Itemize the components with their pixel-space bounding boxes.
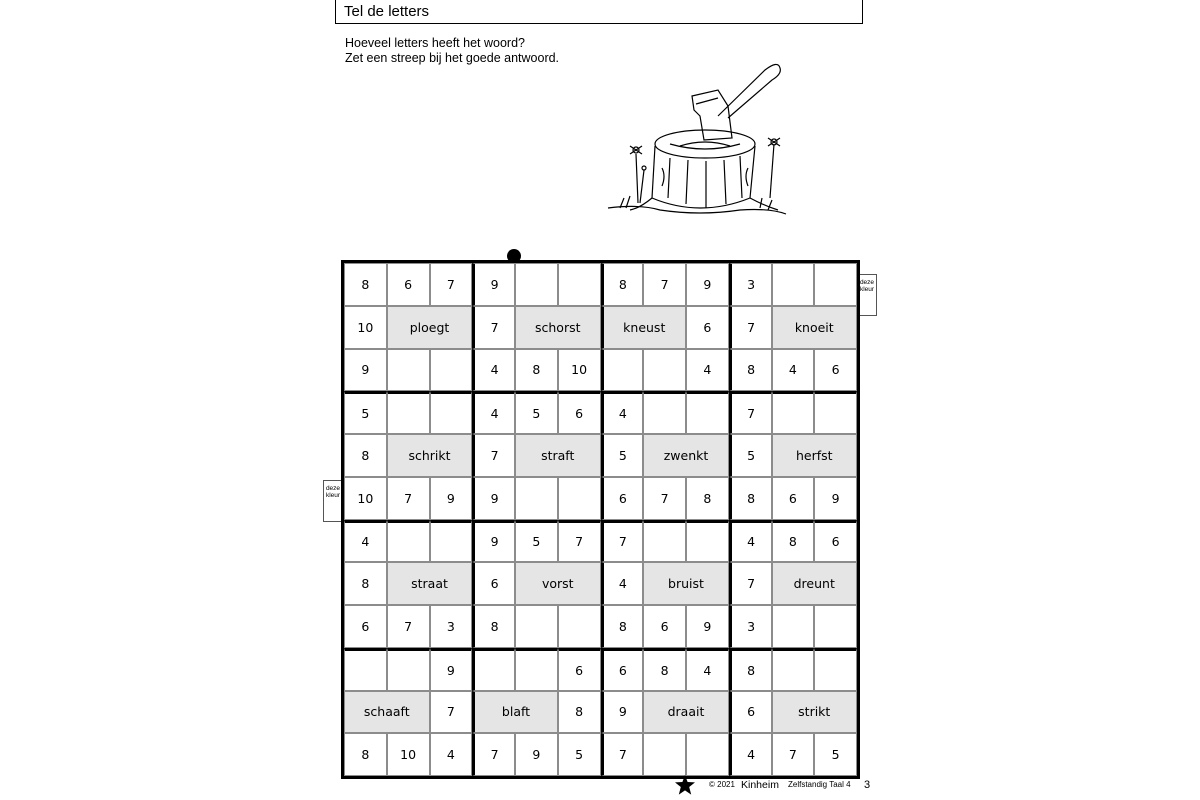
number-cell: 6: [772, 477, 815, 520]
number-cell: 5: [515, 520, 558, 563]
empty-cell: [643, 733, 686, 776]
number-cell: 6: [686, 306, 729, 349]
empty-cell: [387, 349, 430, 392]
empty-cell: [515, 477, 558, 520]
number-cell: 8: [729, 648, 772, 691]
number-cell: 5: [729, 434, 772, 477]
number-cell: 8: [686, 477, 729, 520]
number-cell: 9: [686, 263, 729, 306]
word-cell: draait: [643, 691, 729, 734]
marker-dot: [507, 249, 521, 263]
word-cell: kneust: [601, 306, 687, 349]
number-cell: 9: [472, 520, 515, 563]
number-cell: 5: [558, 733, 601, 776]
number-cell: 4: [472, 349, 515, 392]
number-cell: 6: [814, 349, 857, 392]
number-cell: 7: [430, 263, 473, 306]
title-box: [335, 0, 863, 24]
number-cell: 3: [430, 605, 473, 648]
color-key-left: deze kleur: [323, 480, 343, 522]
number-cell: 7: [601, 733, 644, 776]
empty-cell: [643, 349, 686, 392]
number-cell: 6: [814, 520, 857, 563]
empty-cell: [515, 648, 558, 691]
star-icon: [674, 774, 696, 796]
word-cell: dreunt: [772, 562, 858, 605]
empty-cell: [814, 648, 857, 691]
number-cell: 8: [729, 477, 772, 520]
number-cell: 7: [472, 434, 515, 477]
word-cell: schaaft: [344, 691, 430, 734]
number-cell: 6: [643, 605, 686, 648]
footer-brand: Kinheim: [741, 779, 779, 791]
number-cell: 6: [344, 605, 387, 648]
number-cell: 4: [772, 349, 815, 392]
word-cell: schorst: [515, 306, 601, 349]
number-cell: 7: [472, 306, 515, 349]
empty-cell: [772, 391, 815, 434]
number-cell: 5: [814, 733, 857, 776]
empty-cell: [772, 648, 815, 691]
word-cell: straat: [387, 562, 473, 605]
empty-cell: [814, 391, 857, 434]
number-cell: 9: [515, 733, 558, 776]
sudoku-grid: [344, 263, 857, 776]
empty-cell: [686, 391, 729, 434]
empty-cell: [686, 733, 729, 776]
empty-cell: [430, 349, 473, 392]
number-cell: 4: [686, 648, 729, 691]
number-cell: 8: [344, 733, 387, 776]
empty-cell: [814, 263, 857, 306]
empty-cell: [387, 391, 430, 434]
number-cell: 6: [558, 391, 601, 434]
number-cell: 4: [686, 349, 729, 392]
number-cell: 3: [729, 263, 772, 306]
empty-cell: [814, 605, 857, 648]
number-cell: 7: [387, 477, 430, 520]
number-cell: 6: [472, 562, 515, 605]
footer-series: Zelfstandig Taal 4: [788, 780, 851, 789]
number-cell: 7: [430, 691, 473, 734]
word-cell: strikt: [772, 691, 858, 734]
empty-cell: [643, 520, 686, 563]
number-cell: 10: [558, 349, 601, 392]
number-cell: 8: [772, 520, 815, 563]
empty-cell: [515, 263, 558, 306]
number-cell: 7: [643, 477, 686, 520]
number-cell: 5: [515, 391, 558, 434]
number-cell: 6: [729, 691, 772, 734]
number-cell: 7: [729, 306, 772, 349]
empty-cell: [643, 391, 686, 434]
number-cell: 8: [601, 263, 644, 306]
empty-cell: [430, 520, 473, 563]
axe-in-stump-illustration: [600, 58, 790, 223]
number-cell: 9: [430, 477, 473, 520]
number-cell: 7: [772, 733, 815, 776]
empty-cell: [772, 605, 815, 648]
number-cell: 4: [601, 391, 644, 434]
number-cell: 9: [344, 349, 387, 392]
word-cell: blaft: [472, 691, 558, 734]
number-cell: 5: [601, 434, 644, 477]
number-cell: 8: [515, 349, 558, 392]
number-cell: 4: [601, 562, 644, 605]
word-cell: knoeit: [772, 306, 858, 349]
empty-cell: [387, 648, 430, 691]
number-cell: 4: [729, 733, 772, 776]
number-cell: 8: [643, 648, 686, 691]
number-cell: 9: [472, 477, 515, 520]
empty-cell: [515, 605, 558, 648]
color-key-right: deze kleur: [857, 274, 877, 316]
number-cell: 8: [601, 605, 644, 648]
number-cell: 4: [430, 733, 473, 776]
number-cell: 8: [558, 691, 601, 734]
number-cell: 9: [430, 648, 473, 691]
word-cell: schrikt: [387, 434, 473, 477]
number-cell: 6: [601, 477, 644, 520]
footer-copyright: © 2021: [709, 780, 735, 789]
empty-cell: [430, 391, 473, 434]
number-cell: 7: [387, 605, 430, 648]
number-cell: 4: [729, 520, 772, 563]
empty-cell: [601, 349, 644, 392]
number-cell: 6: [558, 648, 601, 691]
number-cell: 9: [601, 691, 644, 734]
number-cell: 9: [686, 605, 729, 648]
number-cell: 4: [472, 391, 515, 434]
word-cell: vorst: [515, 562, 601, 605]
empty-cell: [558, 477, 601, 520]
number-cell: 8: [344, 434, 387, 477]
word-cell: bruist: [643, 562, 729, 605]
number-cell: 7: [558, 520, 601, 563]
number-cell: 6: [387, 263, 430, 306]
number-cell: 7: [601, 520, 644, 563]
number-cell: 10: [344, 306, 387, 349]
number-cell: 10: [387, 733, 430, 776]
number-cell: 8: [729, 349, 772, 392]
footer-page-number: 3: [864, 779, 871, 791]
empty-cell: [344, 648, 387, 691]
word-cell: zwenkt: [643, 434, 729, 477]
empty-cell: [472, 648, 515, 691]
number-cell: 4: [344, 520, 387, 563]
empty-cell: [558, 263, 601, 306]
word-cell: herfst: [772, 434, 858, 477]
number-cell: 6: [601, 648, 644, 691]
word-cell: ploegt: [387, 306, 473, 349]
number-cell: 8: [472, 605, 515, 648]
number-cell: 8: [344, 562, 387, 605]
number-cell: 7: [472, 733, 515, 776]
number-cell: 3: [729, 605, 772, 648]
number-cell: 7: [729, 391, 772, 434]
word-cell: straft: [515, 434, 601, 477]
number-cell: 7: [643, 263, 686, 306]
empty-cell: [686, 520, 729, 563]
instruction-line-1: Hoeveel letters heeft het woord?: [345, 36, 525, 50]
number-cell: 9: [472, 263, 515, 306]
number-cell: 9: [814, 477, 857, 520]
page-title: Tel de letters: [344, 3, 430, 20]
number-cell: 8: [344, 263, 387, 306]
empty-cell: [772, 263, 815, 306]
empty-cell: [558, 605, 601, 648]
number-cell: 7: [729, 562, 772, 605]
number-cell: 10: [344, 477, 387, 520]
empty-cell: [387, 520, 430, 563]
number-cell: 5: [344, 391, 387, 434]
instruction-line-2: Zet een streep bij het goede antwoord.: [345, 51, 560, 65]
